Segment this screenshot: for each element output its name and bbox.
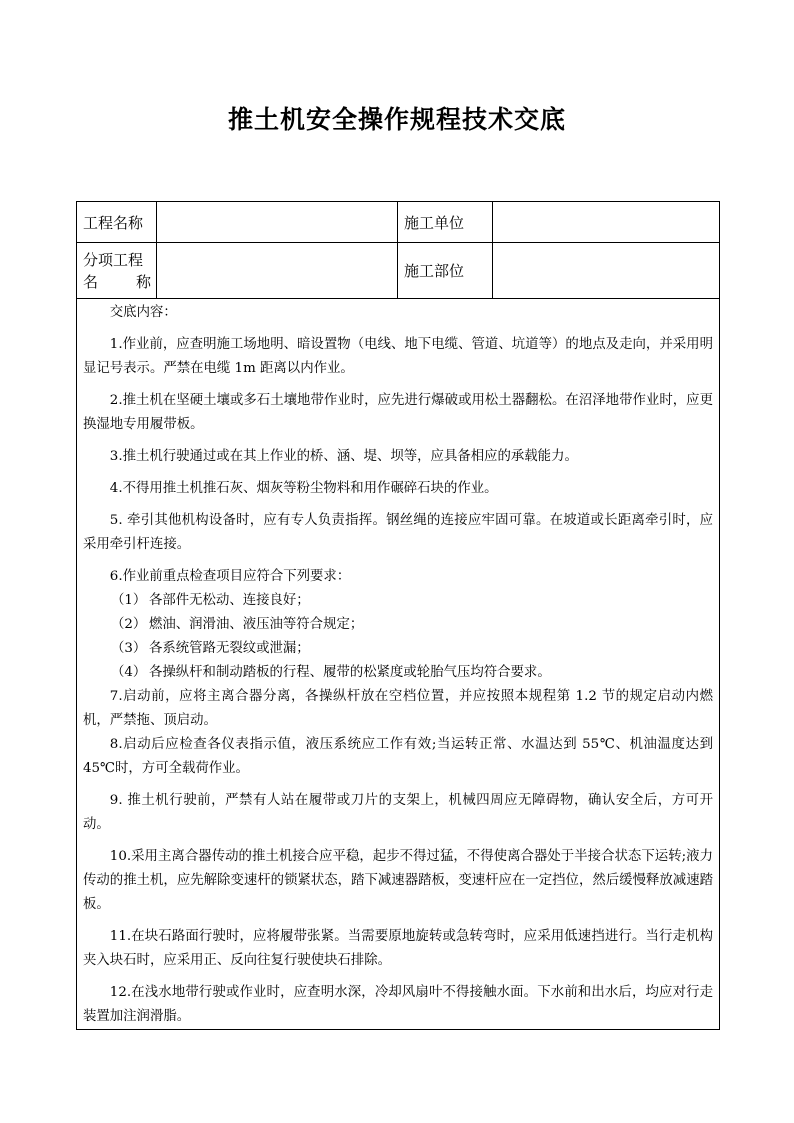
header-row-2 (77, 243, 720, 299)
project-name-label: 工程名称 (77, 202, 157, 243)
clause-5: 5. 牵引其他机构设备时，应有专人负责指挥。钢丝绳的连接应牢固可靠。在坡道或长距离牵引时，应采用牵引杆连接。 (83, 513, 713, 552)
clause-12: 12.在浅水地带行驶或作业时，应查明水深，冷却风扇叶不得接触水面。下水前和出水后，均应对行走装置加注润滑脂。 (83, 985, 713, 1024)
page-title: 推土机安全操作规程技术交底 (227, 105, 566, 134)
clause-1: 1.作业前，应查明施工场地明、暗设置物（电线、地下电缆、管道、坑道等）的地点及走向，并采用明显记号表示。严禁在电缆 1m 距离以内作业。 (83, 337, 713, 376)
clause-10: 10.采用主离合器传动的推土机接合应平稳，起步不得过猛，不得使离合器处于半接合状态下运转;液力传动的推土机，应先解除变速杆的锁紧状态，踏下减速器踏板，变速杆应在一定挡位，然后缓慢释放减速踏板。 (83, 849, 713, 912)
check-item-number: （2） (111, 617, 147, 632)
check-item-4 (83, 661, 713, 685)
content-intro: 交底内容： (109, 305, 177, 320)
construction-unit-field[interactable] (493, 202, 720, 243)
check-item-text: 各操纵杆和制动踏板的行程、履带的松紧度或轮胎气压均符合要求。 (149, 665, 551, 680)
check-item-3 (83, 637, 713, 661)
construction-part-label: 施工部位 (398, 243, 493, 299)
clause-3: 3.推土机行驶通过或在其上作业的桥、涵、堤、坝等，应具备相应的承载能力。 (109, 449, 578, 464)
clause-8: 8.启动后应检查各仪表指示值，液压系统应工作有效;当运转正常、水温达到 55℃、机油温度达到 45℃时，方可全载荷作业。 (83, 737, 713, 776)
construction-unit-label: 施工单位 (398, 202, 493, 243)
sub-project-label (77, 243, 157, 299)
header-row-1 (77, 202, 720, 243)
sub-project-label-char-a: 名 (83, 272, 99, 291)
clause-6: 6.作业前重点检查项目应符合下列要求： (109, 569, 351, 584)
disclosure-content (77, 299, 720, 1030)
content-row (77, 299, 720, 1030)
sub-project-field[interactable] (157, 243, 398, 299)
check-item-text: 燃油、润滑油、液压油等符合规定； (149, 617, 364, 632)
check-item-1 (83, 589, 713, 613)
check-item-number: （4） (111, 665, 147, 680)
clause-4: 4.不得用推土机推石灰、烟灰等粉尘物料和用作碾碎石块的作业。 (109, 481, 498, 496)
check-item-text: 各系统管路无裂纹或泄漏； (149, 641, 310, 656)
clause-11: 11.在块石路面行驶时，应将履带张紧。当需要原地旋转或急转弯时，应采用低速挡进行。当行走机构夹入块石时，应采用正、反向往复行驶使块石排除。 (83, 929, 713, 968)
clause-7: 7.启动前，应将主离合器分离，各操纵杆放在空档位置，并应按照本规程第 1.2 节的规定启动内燃机，严禁拖、顶启动。 (83, 689, 713, 728)
project-name-field[interactable] (157, 202, 398, 243)
sub-project-label-char-b: 称 (135, 272, 151, 291)
check-item-2 (83, 613, 713, 637)
check-item-number: （3） (111, 641, 147, 656)
clause-9: 9. 推土机行驶前，严禁有人站在履带或刀片的支架上，机械四周应无障碍物，确认安全后，方可开动。 (83, 793, 713, 832)
sub-project-label-line2 (83, 271, 151, 293)
sub-project-label-line1: 分项工程 (83, 250, 144, 269)
clause-2: 2.推土机在坚硬土壤或多石土壤地带作业时，应先进行爆破或用松土器翻松。在沼泽地带作业时，应更换湿地专用履带板。 (83, 393, 713, 432)
construction-part-field[interactable] (493, 243, 720, 299)
disclosure-table (76, 201, 720, 1030)
check-item-number: （1） (111, 593, 147, 608)
check-item-text: 各部件无松动、连接良好； (149, 593, 310, 608)
